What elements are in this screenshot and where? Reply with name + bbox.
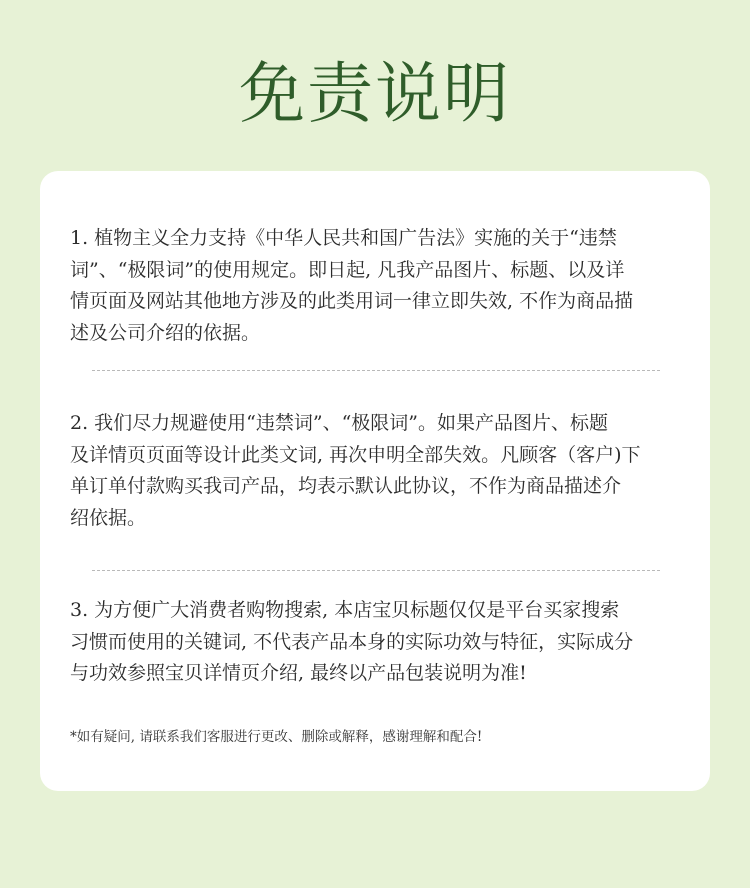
paragraph-line: 情页面及网站其他地方涉及的此类用词一律立即失效, 不作为商品描 (70, 290, 634, 312)
paragraph-line: 述及公司介绍的依据。 (70, 321, 261, 344)
page-title: 免责说明 (239, 55, 511, 132)
paragraph-line: 1. 植物主义全力支持《中华人民共和国广告法》实施的关于“违禁 (70, 227, 617, 249)
disclaimer-paragraph-2 (70, 408, 682, 534)
paragraph-line: 词”、“极限词”的使用规定。即日起, 凡我产品图片、标题、以及详 (70, 258, 625, 281)
dashed-divider (92, 570, 660, 571)
disclaimer-paragraph-1 (70, 223, 682, 349)
paragraph-line: 单订单付款购买我司产品，均表示默认此协议，不作为商品描述介 (70, 475, 622, 497)
disclaimer-paragraph-3 (70, 595, 682, 690)
dashed-divider (92, 370, 660, 371)
paragraph-line: 2. 我们尽力规避使用“违禁词”、“极限词”。如果产品图片、标题 (70, 412, 609, 434)
disclaimer-card (40, 171, 710, 791)
paragraph-line: 与功效参照宝贝详情页介绍, 最终以产品包装说明为准! (70, 662, 527, 684)
paragraph-line: 及详情页页面等设计此类文词, 再次申明全部失效。凡顾客（客户)下 (70, 443, 641, 466)
paragraph-line: 习惯而使用的关键词, 不代表产品本身的实际功效与特征，实际成分 (70, 630, 634, 653)
paragraph-line: 绍依据。 (70, 506, 147, 529)
paragraph-line: 3. 为方便广大消费者购物搜索, 本店宝贝标题仅仅是平台买家搜索 (70, 599, 620, 621)
contact-note: *如有疑问, 请联系我们客服进行更改、删除或解释，感谢理解和配合! (70, 729, 483, 745)
